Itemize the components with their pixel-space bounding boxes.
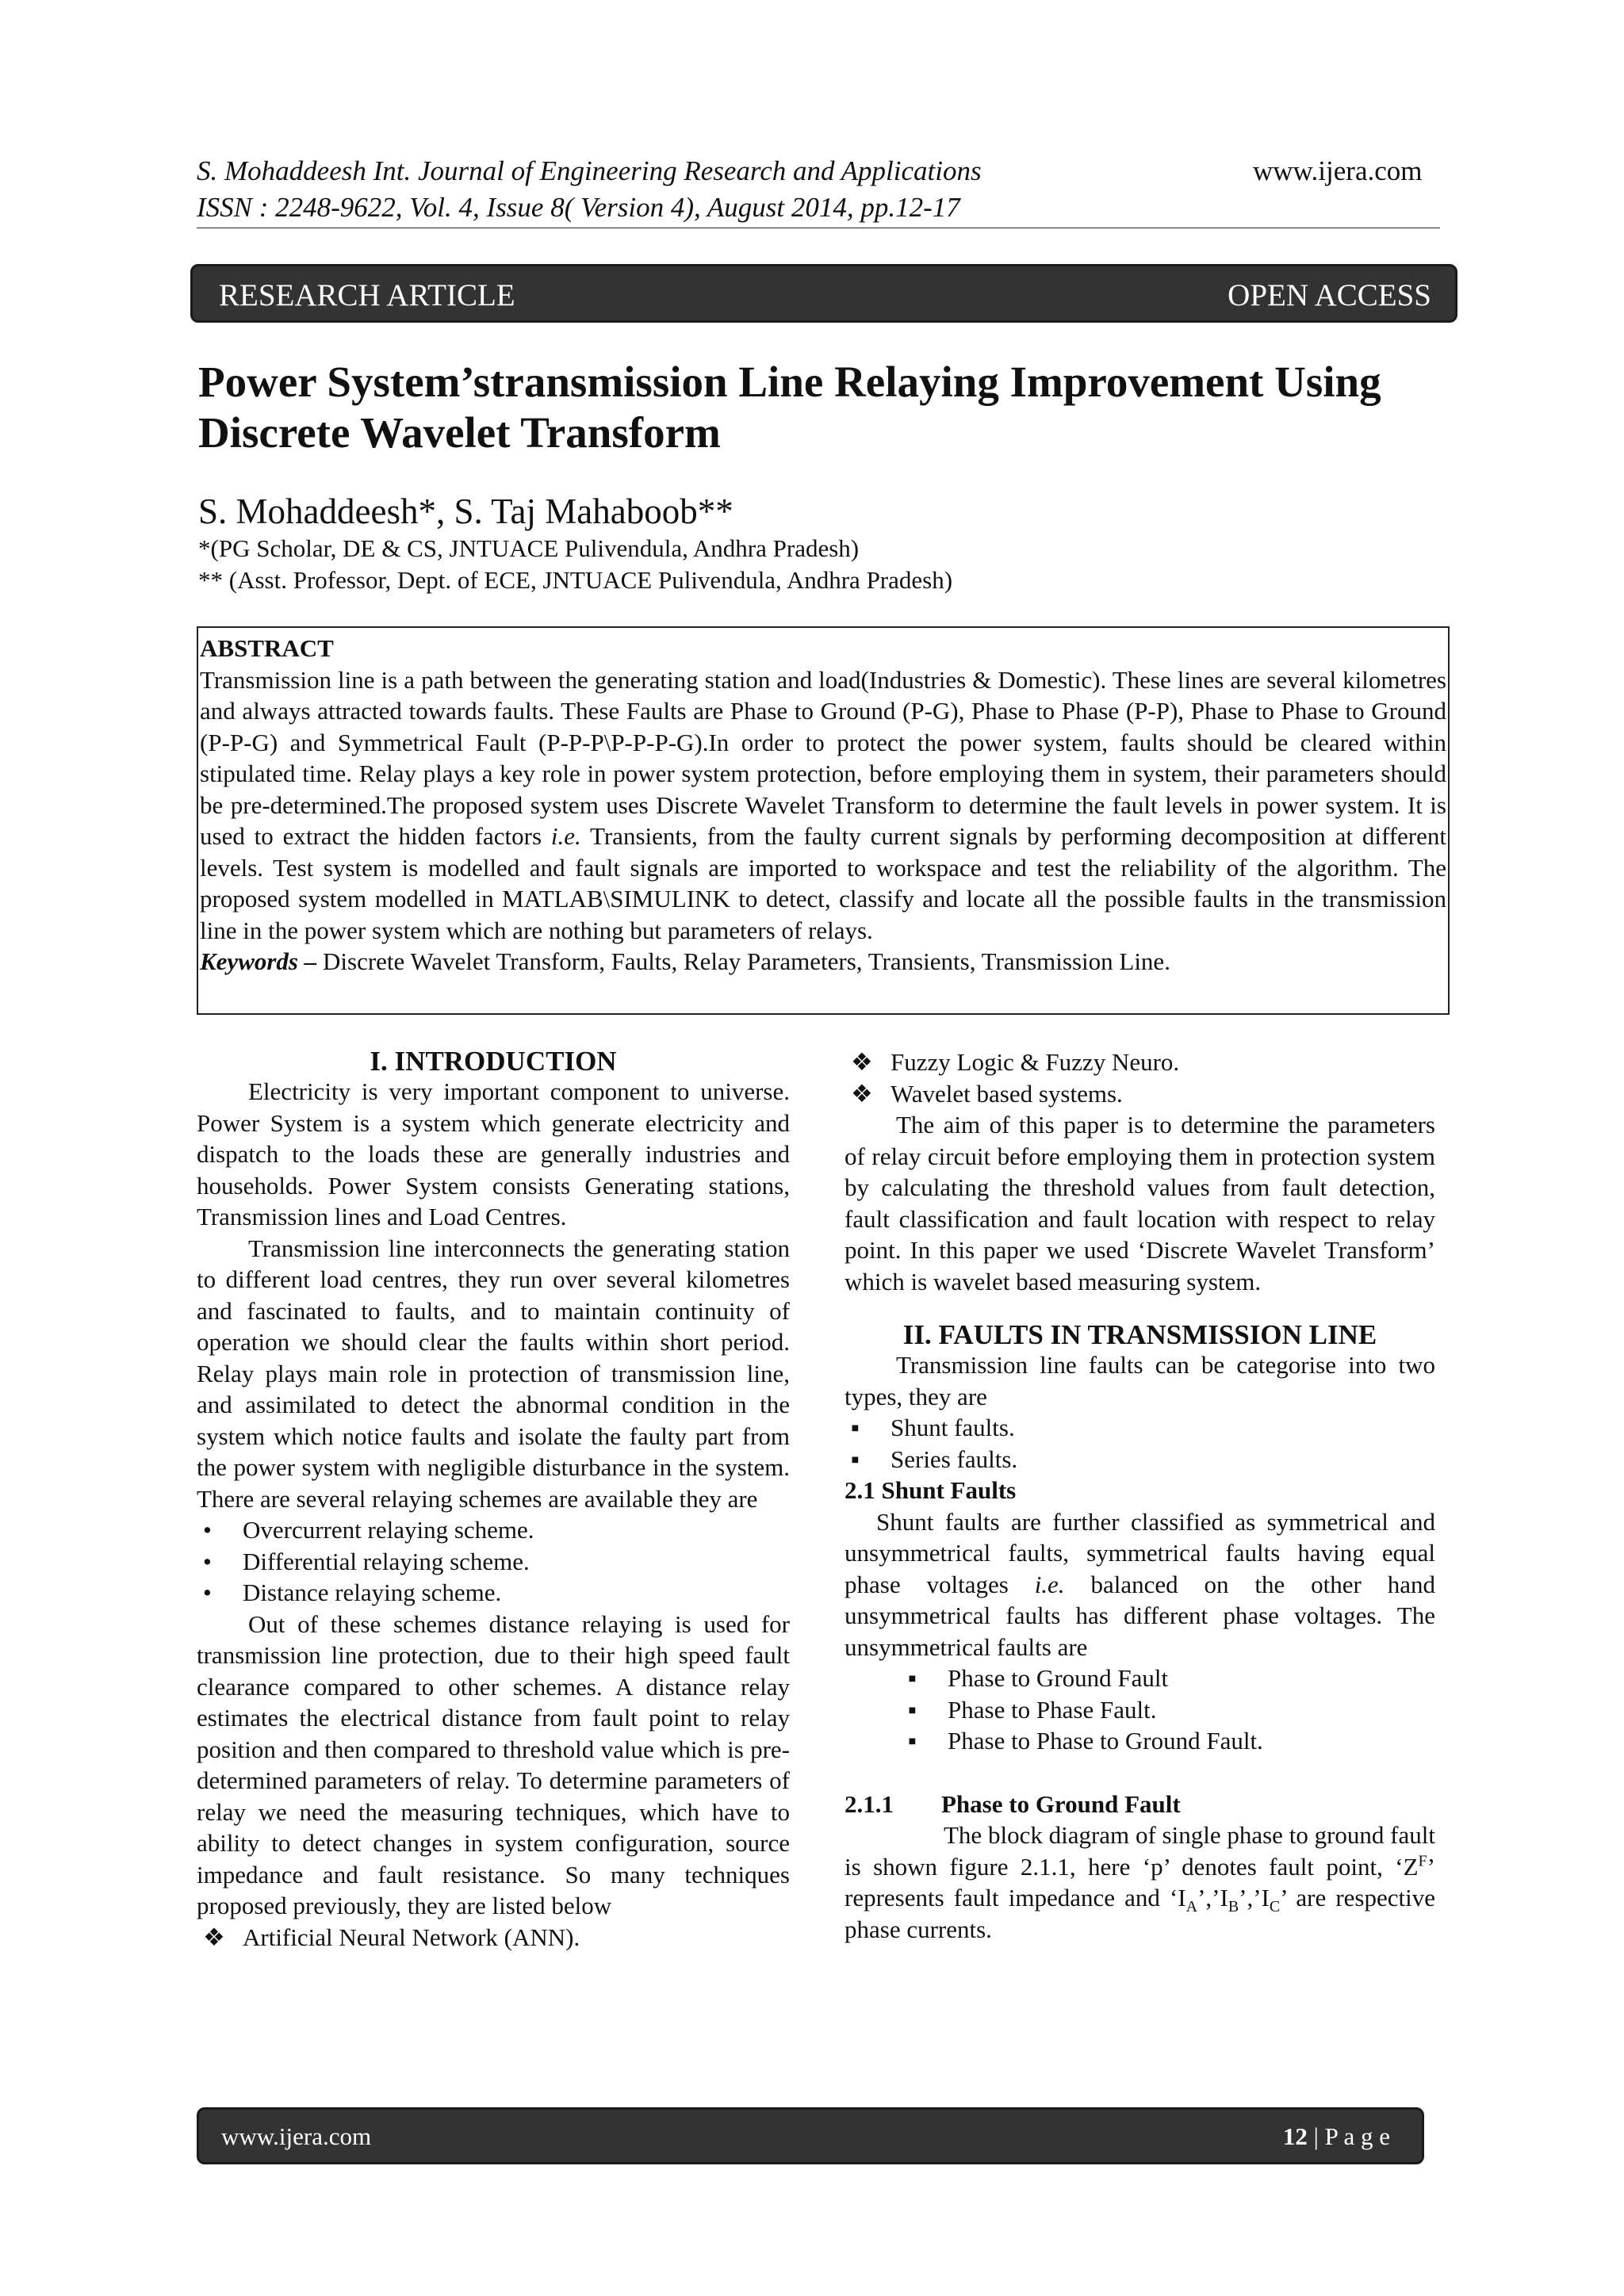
list-item: • Differential relaying scheme.	[197, 1546, 790, 1578]
section-2-heading: II. FAULTS IN TRANSMISSION LINE	[902, 1319, 1377, 1350]
square-bullet-icon: ▪	[908, 1664, 917, 1692]
diamond-bullet-icon: ❖	[851, 1048, 873, 1076]
list-item: • Overcurrent relaying scheme.	[197, 1514, 790, 1546]
subsection-2-1-1-heading: 2.1.1 Phase to Ground Fault	[845, 1789, 1181, 1818]
keywords-text: Discrete Wavelet Transform, Faults, Relay Parameters, Transients, Transmission Line.	[316, 947, 1170, 975]
header-issn-line: ISSN : 2248-9622, Vol. 4, Issue 8( Version 4), August 2014, pp.12-17	[197, 192, 960, 223]
page-number: 12 | P a g e	[1282, 2122, 1390, 2150]
list-item: ▪ Series faults.	[845, 1444, 1435, 1475]
list-item: ▪ Shunt faults.	[845, 1412, 1435, 1444]
article-type-banner	[190, 264, 1457, 323]
header-website: www.ijera.com	[1253, 155, 1423, 186]
list-item: ❖ Fuzzy Logic & Fuzzy Neuro.	[845, 1047, 1435, 1078]
list-item: ▪ Phase to Phase Fault.	[845, 1694, 1435, 1726]
aim-paragraph: The aim of this paper is to determine the parameters of relay circuit before employing them in protection system by calculating the threshold values from fault detection, fault classification and fault location with respect to relay point. In this paper we used ‘Discrete Wavelet Transform’ which is wavelet based measuring system.	[845, 1111, 1435, 1295]
shunt-faults-paragraph: Shunt faults are further classified as symmetrical and unsymmetrical faults, symmetrical faults having equal phase voltages i.e. balanced on the other hand unsymmetrical faults has different phase voltages. The unsymmetrical faults are	[845, 1507, 1436, 1661]
author-block	[198, 490, 952, 596]
title-line-1: Power System’stransmission Line Relaying Improvement Using	[198, 358, 1381, 406]
faults-intro-paragraph: Transmission line faults can be categorise into two types, they are	[845, 1351, 1435, 1410]
abstract-box	[197, 626, 1450, 1015]
intro-paragraph-3: Out of these schemes distance relaying is used for transmission line protection, due to their high speed fault clearance compared to other schemes. A distance relay estimates the electrical distance from fault point to relay position and then compared to threshold value which is pre-determined parameters of relay. To determine parameters of relay we need the measuring techniques, which have to ability to detect changes in system configuration, source impedance and fault resistance. So many techniques proposed previously, they are listed below	[197, 1609, 790, 1919]
affiliation-1: *(PG Scholar, DE & CS, JNTUACE Pulivendula, Andhra Pradesh)	[198, 534, 860, 562]
diamond-bullet-icon: ❖	[851, 1079, 873, 1108]
diamond-bullet-icon: ❖	[203, 1923, 225, 1951]
intro-paragraph-1: Electricity is very important component to universe. Power System is a system which generate electricity and dispatch to the loads these are generally industries and households. Power System consists Generating stations, Transmission lines and Load Centres.	[197, 1077, 790, 1230]
list-item: ❖ Artificial Neural Network (ANN).	[197, 1922, 790, 1954]
square-bullet-icon: ▪	[851, 1414, 860, 1441]
right-column	[845, 1047, 1435, 1945]
list-item: ▪ Phase to Phase to Ground Fault.	[845, 1725, 1435, 1757]
keywords-label: Keywords –	[200, 947, 317, 975]
running-header-citation	[197, 153, 982, 226]
bullet-icon: •	[203, 1547, 212, 1575]
research-article-label: RESEARCH ARTICLE	[219, 278, 515, 312]
list-item: • Distance relaying scheme.	[197, 1577, 790, 1609]
square-bullet-icon: ▪	[908, 1727, 917, 1755]
square-bullet-icon: ▪	[851, 1445, 860, 1473]
footer-website: www.ijera.com	[221, 2122, 372, 2150]
bullet-icon: •	[203, 1516, 212, 1544]
affiliation-2: ** (Asst. Professor, Dept. of ECE, JNTUACE Pulivendula, Andhra Pradesh)	[198, 566, 953, 594]
bullet-icon: •	[203, 1578, 212, 1606]
list-item: ▪ Phase to Ground Fault	[845, 1663, 1435, 1694]
abstract-heading: ABSTRACT	[200, 634, 334, 662]
intro-paragraph-2: Transmission line interconnects the generating station to different load centres, they run over several kilometres and fascinated to faults, and to maintain continuity of operation we should clear the faults within short period. Relay plays main role in protection of transmission line, and assimilated to detect the abnormal condition in the system which notice faults and isolate the faulty part from the power system with negligible disturbance in the system. There are several relaying schemes are available they are	[197, 1234, 790, 1513]
list-item: ❖ Wavelet based systems.	[845, 1078, 1435, 1110]
abstract-text: Transmission line is a path between the generating station and load(Industries & Domestic). These lines are several kilometres and always attracted towards faults. These Faults are Phase to Ground (P-G), Phase to Phase (P-P), Phase to Phase to Ground (P-P-G) and Symmetrical Fault (P-P-P\P-P-P-G).In order to protect the power system, faults should be cleared within stipulated time. Relay plays a key role in power system protection, before employing them in system, their parameters should be pre-determined.The proposed system uses Discrete Wavelet Transform to determine the fault levels in power system. It is used to extract the hidden factors i.e. Transients, from the faulty current signals by performing decomposition at different levels. Test system is modelled and fault signals are imported to workspace and test the reliability of the algorithm. The proposed system modelled in MATLAB\SIMULINK to detect, classify and locate all the possible faults in the transmission line in the power system which are nothing but parameters of relays.	[200, 665, 1446, 944]
keywords-line	[200, 946, 1446, 978]
paper-title	[198, 357, 1467, 458]
left-column	[197, 1044, 790, 1953]
header-journal-line: S. Mohaddeesh Int. Journal of Engineering Research and Applications	[197, 155, 982, 186]
subsection-2-1-heading: 2.1 Shunt Faults	[845, 1476, 1017, 1504]
open-access-label: OPEN ACCESS	[1228, 278, 1431, 312]
page-footer-bar	[197, 2107, 1424, 2164]
author-names: S. Mohaddeesh*, S. Taj Mahaboob**	[198, 492, 733, 531]
square-bullet-icon: ▪	[908, 1695, 917, 1724]
phase-ground-paragraph: The block diagram of single phase to ground fault is shown figure 2.1.1, here ‘p’ denotes fault point, ‘$Z^F$’ represents fault impedance and ‘$I_A’,’I_B’,’I_C$’ are respective phase currents.	[845, 1821, 1435, 1943]
section-1-heading: I. INTRODUCTION	[370, 1046, 617, 1077]
title-line-2: Discrete Wavelet Transform	[198, 408, 721, 457]
